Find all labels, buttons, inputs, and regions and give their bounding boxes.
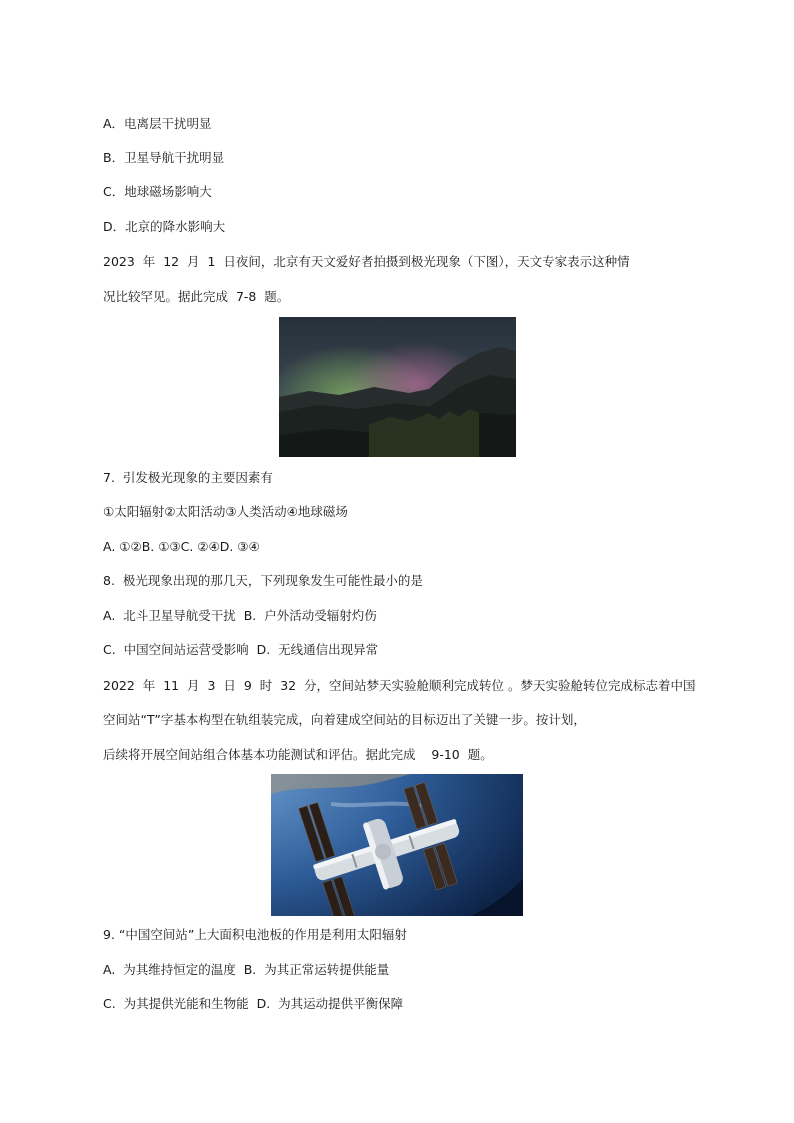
q7-options: A. ①②B. ①③C. ②④D. ③④	[103, 539, 260, 554]
q8-options-cd: C. 中国空间站运营受影响 D. 无线通信出现异常	[103, 642, 379, 657]
q8-options-ab: A. 北斗卫星导航受干扰 B. 户外活动受辐射灼伤	[103, 608, 377, 623]
q6-option-a: A．电离层干扰明显	[103, 116, 212, 131]
q6-option-c: C．地球磁场影响大	[103, 184, 212, 199]
q6-option-d: D．北京的降水影响大	[103, 219, 226, 234]
aurora-photo	[279, 317, 516, 457]
station-intro-line-1: 2022 年 11 月 3 日 9 时 32 分，空间站梦天实验舱顺利完成转位 。梦天实验舱转位完成标志着中国	[103, 678, 696, 693]
aurora-intro-line-1: 2023 年 12 月 1 日夜间，北京有天文爱好者拍摄到极光现象（下图），天文专家表示这种情	[103, 254, 630, 269]
q7-stem: 7. 引发极光现象的主要因素有	[103, 470, 273, 485]
q9-options-cd: C. 为其提供光能和生物能 D. 为其运动提供平衡保障	[103, 996, 404, 1011]
q8-stem: 8. 极光现象出现的那几天，下列现象发生可能性最小的是	[103, 573, 423, 588]
space-station-photo-icon	[271, 774, 523, 916]
station-intro-line-3: 后续将开展空间站组合体基本功能测试和评估。据此完成 9-10 题。	[103, 747, 493, 762]
space-station-photo	[271, 774, 523, 916]
aurora-photo-icon	[279, 317, 516, 457]
aurora-intro-line-2: 况比较罕见。据此完成 7-8 题。	[103, 289, 290, 304]
q6-option-b: B．卫星导航干扰明显	[103, 150, 225, 165]
station-intro-line-2: 空间站“T”字基本构型在轨组装完成，向着建成空间站的目标迈出了关键一步。按计划，	[103, 712, 586, 727]
q9-options-ab: A. 为其维持恒定的温度 B. 为其正常运转提供能量	[103, 962, 390, 977]
q7-factors: ①太阳辐射②太阳活动③人类活动④地球磁场	[103, 504, 348, 519]
q9-stem: 9. “中国空间站”上大面积电池板的作用是利用太阳辐射	[103, 927, 407, 942]
